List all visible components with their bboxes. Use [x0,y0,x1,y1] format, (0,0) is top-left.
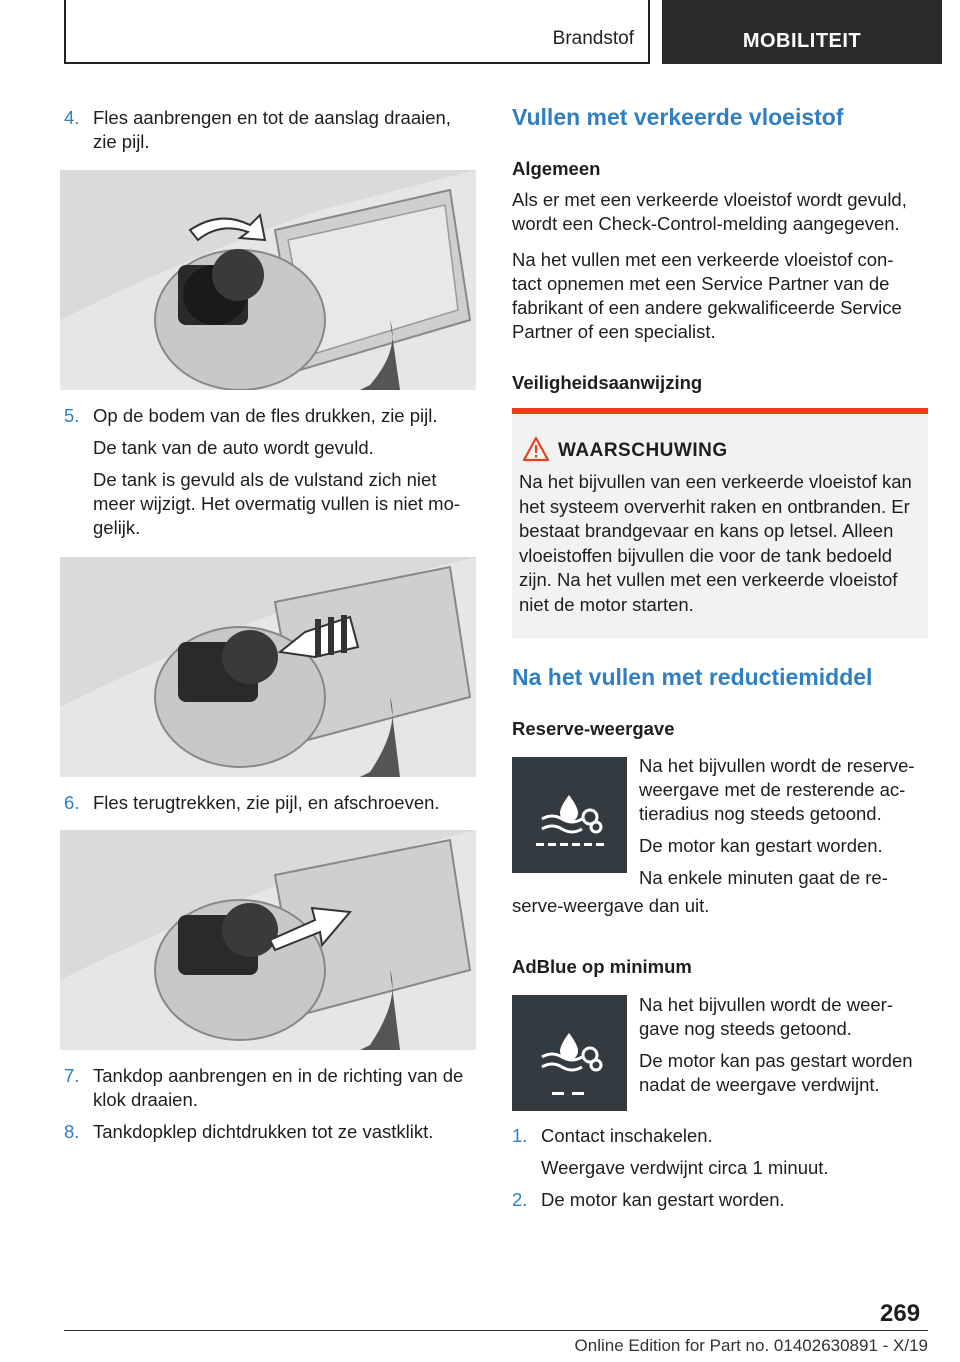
step-text: Tankdopklep dichtdrukken tot ze vastklikt. [93,1121,434,1142]
paragraph: gelijk. [93,517,141,538]
paragraph-service [512,248,932,344]
paragraph-line: Na het bijvullen wordt de weer- [639,994,893,1015]
illustration-cap-screw [60,170,476,390]
page-number: 269 [880,1300,921,1327]
step-text: klok draaien. [93,1089,198,1110]
subheading-reserve: Reserve-weergave [512,718,675,739]
paragraph: meer wijzigt. Het overmatig vullen is niet mo- [93,493,461,514]
warning-line: het systeem oververhit raken en ontbranden. Er [519,495,910,517]
step-text: zie pijl. [93,131,150,152]
step-text: Fles terugtrekken, zie pijl, en afschroeven. [93,792,440,813]
step-5-detail [93,436,483,540]
warning-line: zijn. Na het vullen met een verkeerde vloeistof [519,569,898,590]
paragraph-line: tact opnemen met een Service Partner van de [512,273,890,294]
paragraph-adblue [639,993,934,1097]
paragraph-reserve-end: serve-weergave dan uit. [512,895,710,916]
reductant-minimum-icon [512,995,627,1111]
footer-divider [64,1330,928,1331]
paragraph-algemeen [512,188,932,236]
step-number: 1. [512,1125,528,1146]
step-text: Op de bodem van de fles drukken, zie pijl. [93,405,438,426]
step-text: Contact inschakelen. [541,1125,713,1146]
step-number: 8. [64,1121,80,1142]
step-number: 5. [64,405,80,426]
paragraph-line: nadat de weergave verdwijnt. [639,1074,880,1095]
paragraph-reserve [639,754,934,890]
paragraph-line: Partner of een specialist. [512,321,716,342]
paragraph-line: De motor kan gestart worden. [639,835,883,856]
warning-line: niet de motor starten. [519,593,694,615]
heading-wrong-fluid: Vullen met verkeerde vloeistof [512,104,844,130]
paragraph-line: Als er met een verkeerde vloeistof wordt gevuld, [512,189,907,210]
warning-line: bestaat brandgevaar en kans op letsel. Alleen [519,520,894,541]
paragraph: De tank van de auto wordt gevuld. [93,437,374,458]
step-text: Fles aanbrengen en tot de aanslag draaien, [93,107,451,128]
warning-line: Na het bijvullen van een verkeerde vloeistof kan [519,471,912,492]
paragraph-line: wordt een Check-Control-melding aangegeven. [512,213,900,234]
paragraph-line: De motor kan pas gestart worden [639,1050,913,1071]
illustration-bottle-push [60,557,476,777]
step-number: 7. [64,1065,80,1086]
paragraph: De tank is gevuld als de vulstand zich niet [93,469,437,490]
warning-title: WAARSCHUWING [558,440,728,461]
reductant-reserve-icon [512,757,627,873]
warning-box [512,408,928,638]
paragraph-line: Na het vullen met een verkeerde vloeistof con- [512,249,894,270]
illustration-bottle-pull [60,830,476,1050]
subheading-veiligheid: Veiligheidsaanwijzing [512,372,703,393]
paragraph-line: gave nog steeds getoond. [639,1018,852,1039]
header-chapter-tab: MOBILITEIT [662,0,942,64]
header-box [64,0,650,64]
warning-text [519,470,923,617]
paragraph-line: fabrikant of een andere gekwalificeerde Service [512,297,902,318]
heading-reductant: Na het vullen met reductiemiddel [512,664,873,690]
step-number: 6. [64,792,80,813]
step-number: 2. [512,1189,528,1210]
warning-triangle-icon [522,436,550,462]
subheading-adblue: AdBlue op minimum [512,956,692,977]
step-1-detail: Weergave verdwijnt circa 1 minuut. [541,1157,829,1178]
paragraph-line: Na het bijvullen wordt de reserve- [639,755,915,776]
step-text: Tankdop aanbrengen en in de richting van de [93,1065,464,1086]
header-section-title: Brandstof [552,28,634,49]
subheading-algemeen: Algemeen [512,158,601,179]
paragraph-line: weergave met de resterende ac- [639,779,906,800]
paragraph-line: Na enkele minuten gaat de re- [639,867,888,888]
warning-line: vloeistoffen bijvullen die voor de tank bedoeld [519,544,892,566]
footer-edition: Online Edition for Part no. 01402630891 - X/19 [574,1336,928,1355]
paragraph-line: tieradius nog steeds getoond. [639,803,882,824]
step-number: 4. [64,107,80,128]
step-text: De motor kan gestart worden. [541,1189,785,1210]
